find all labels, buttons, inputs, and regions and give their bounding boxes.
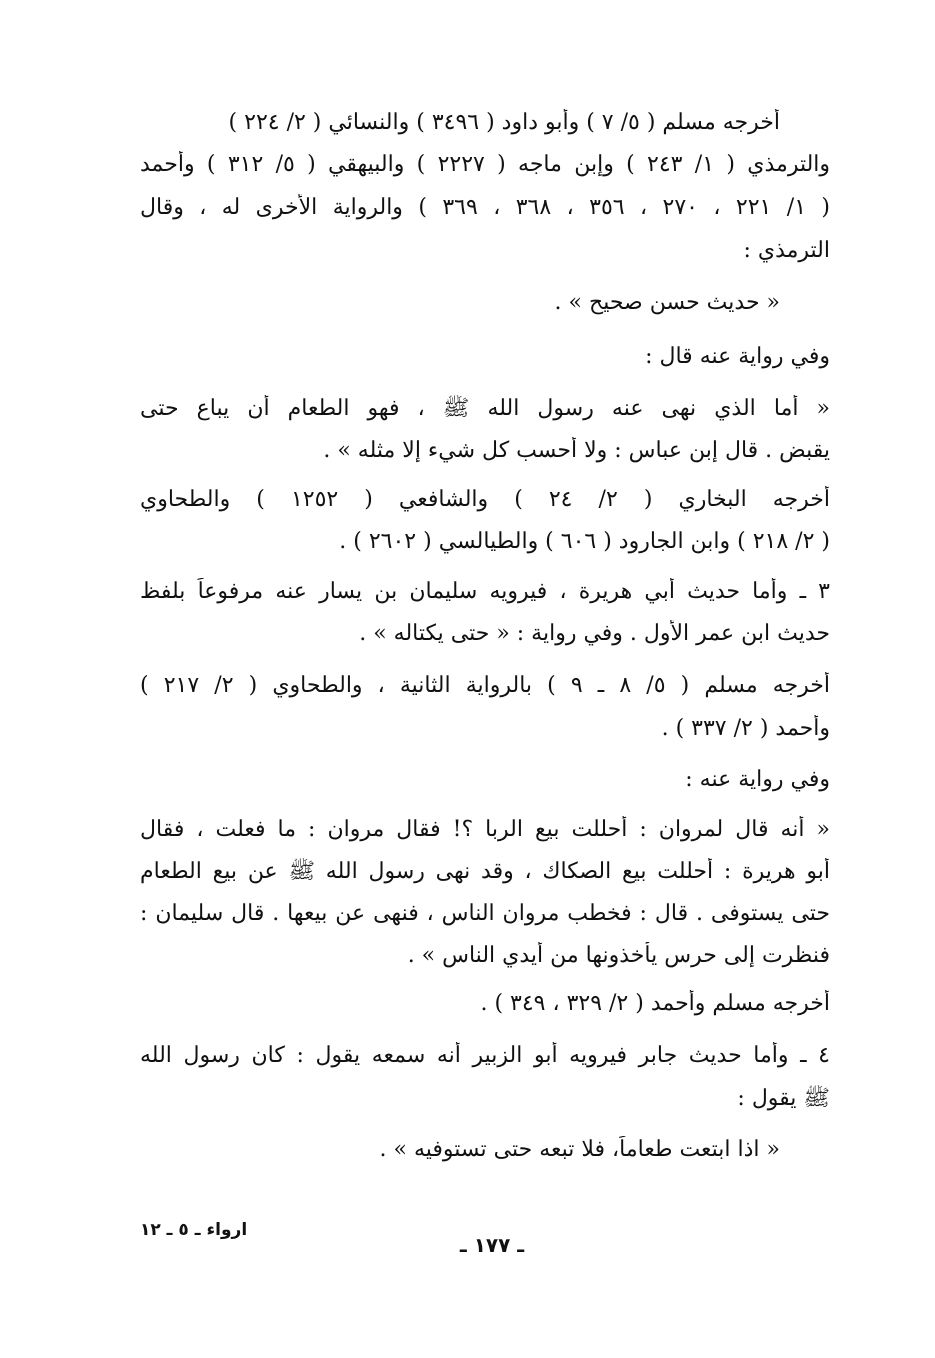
text-line: ﷺ يقول : [737, 1086, 830, 1111]
text-line: ( ٢/ ٢١٨ ) وابن الجارود ( ٦٠٦ ) والطيالسي ( ٢٦٠٢ ) . [339, 529, 830, 554]
page-number: ـ ١٧٧ ـ [459, 1233, 525, 1257]
text-line: وأحمد ( ٢/ ٣٣٧ ) . [661, 716, 830, 741]
text-line: أخرجه مسلم ( ٥/ ٧ ) وأبو داود ( ٣٤٩٦ ) والنسائي ( ٢/ ٢٢٤ ) [228, 110, 780, 135]
text-line: أخرجه مسلم ( ٥/ ٨ ـ ٩ ) بالرواية الثانية ، والطحاوي ( ٢/ ٢١٧ ) [140, 673, 830, 698]
text-line: ٤ ـ وأما حديث جابر فيرويه أبو الزبير أنه سمعه يقول : كان رسول الله [140, 1043, 830, 1068]
text-line: أبو هريرة : أحللت بيع الصكاك ، وقد نهى رسول الله ﷺ عن بيع الطعام [140, 859, 830, 884]
text-line: حديث ابن عمر الأول . وفي رواية : « حتى يكتاله » . [359, 621, 830, 646]
text-line: فنظرت إلى حرس يأخذونها من أيدي الناس » . [407, 943, 830, 968]
text-line: ( ١/ ٢٢١ ، ٢٧٠ ، ٣٥٦ ، ٣٦٨ ، ٣٦٩ ) والرواية الأخرى له ، وقال [140, 195, 830, 220]
text-line: « اذا ابتعت طعاماً، فلا تبعه حتى تستوفيه » . [379, 1137, 780, 1162]
text-line: « حديث حسن صحيح » . [554, 290, 780, 315]
text-line: يقبض . قال إبن عباس : ولا أحسب كل شيء إلا مثله » . [323, 438, 830, 463]
text-line: حتى يستوفى . قال : فخطب مروان الناس ، فنهى عن بيعها . قال سليمان : [140, 901, 830, 926]
text-line: أخرجه مسلم وأحمد ( ٢/ ٣٢٩ ، ٣٤٩ ) . [480, 991, 830, 1016]
text-line: « أما الذي نهى عنه رسول الله ﷺ ، فهو الطعام أن يباع حتى [140, 396, 830, 421]
text-line: أخرجه البخاري ( ٢/ ٢٤ ) والشافعي ( ١٢٥٢ ) والطحاوي [140, 487, 830, 512]
text-line: والترمذي ( ١/ ٢٤٣ ) وإبن ماجه ( ٢٢٢٧ ) والبيهقي ( ٥/ ٣١٢ ) وأحمد [140, 152, 830, 177]
text-line: « أنه قال لمروان : أحللت بيع الربا ؟! فقال مروان : ما فعلت ، فقال [140, 817, 830, 842]
text-line: الترمذي : [743, 238, 830, 263]
signature-mark: ارواء ـ ٥ ـ ١٢ [140, 1220, 248, 1240]
text-line: ٣ ـ وأما حديث أبي هريرة ، فيرويه سليمان بن يسار عنه مرفوعاً بلفظ [140, 579, 830, 604]
text-line: وفي رواية عنه : [685, 767, 830, 792]
text-line: وفي رواية عنه قال : [645, 344, 830, 369]
